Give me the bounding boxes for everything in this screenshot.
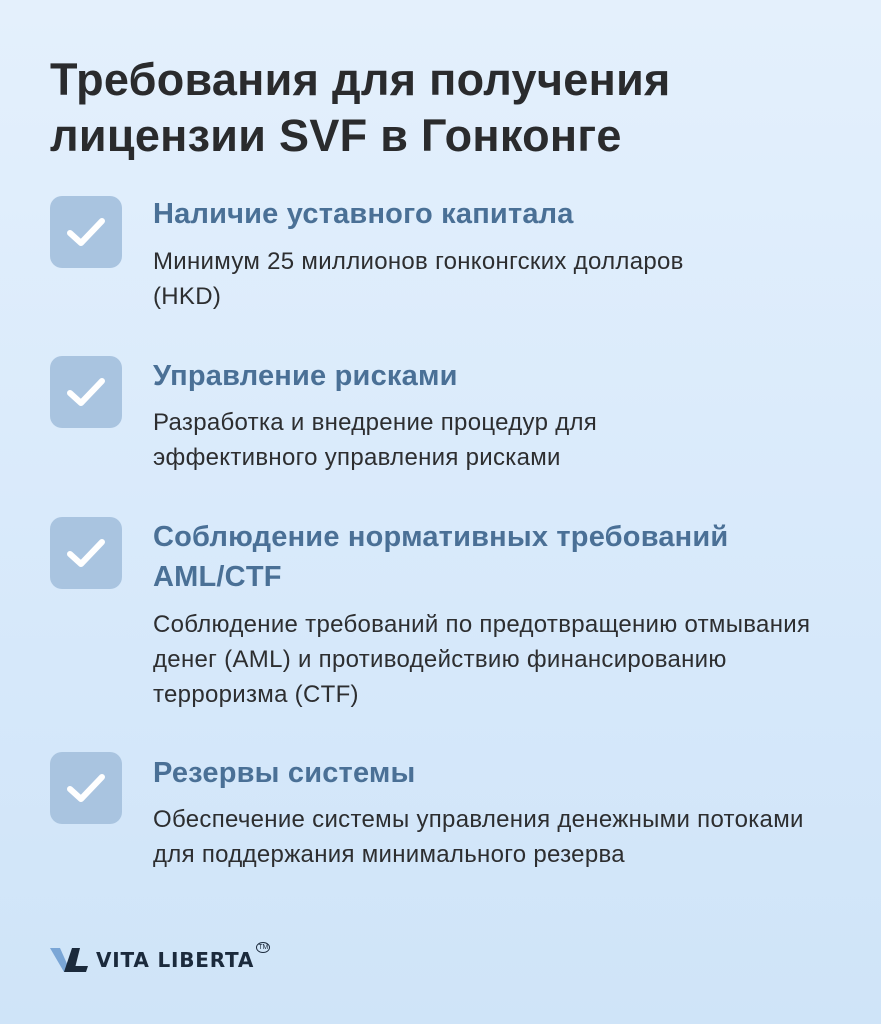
logo-text: VITA LIBERTA [96,948,255,972]
requirement-description: Соблюдение требований по предотвращению отмывания денег (AML) и противодействию финансированию терроризма (CTF) [153,611,811,708]
requirement-description: Обеспечение системы управления денежными потоками для поддержания минимального резерва [153,806,804,868]
brand-logo [50,946,270,974]
checkmark-icon [50,752,122,824]
requirement-title: Соблюдение нормативных требований AML/CTF [153,521,729,593]
requirement-description: Разработка и внедрение процедур для эффективного управления рисками [153,409,598,471]
requirement-title: Наличие уставного капитала [153,198,574,230]
checkmark-icon [50,517,122,589]
requirement-description: Минимум 25 миллионов гонконгских долларов (HKD) [153,248,684,310]
checkmark-icon [50,196,122,268]
page-title: Требования для получения лицензии SVF в Гонконге [50,54,671,161]
trademark-mark: TM [258,944,269,951]
vita-liberta-logo-icon [50,946,90,974]
checkmark-icon [50,356,122,428]
requirement-title: Резервы системы [153,757,416,789]
requirement-title: Управление рисками [153,360,458,392]
